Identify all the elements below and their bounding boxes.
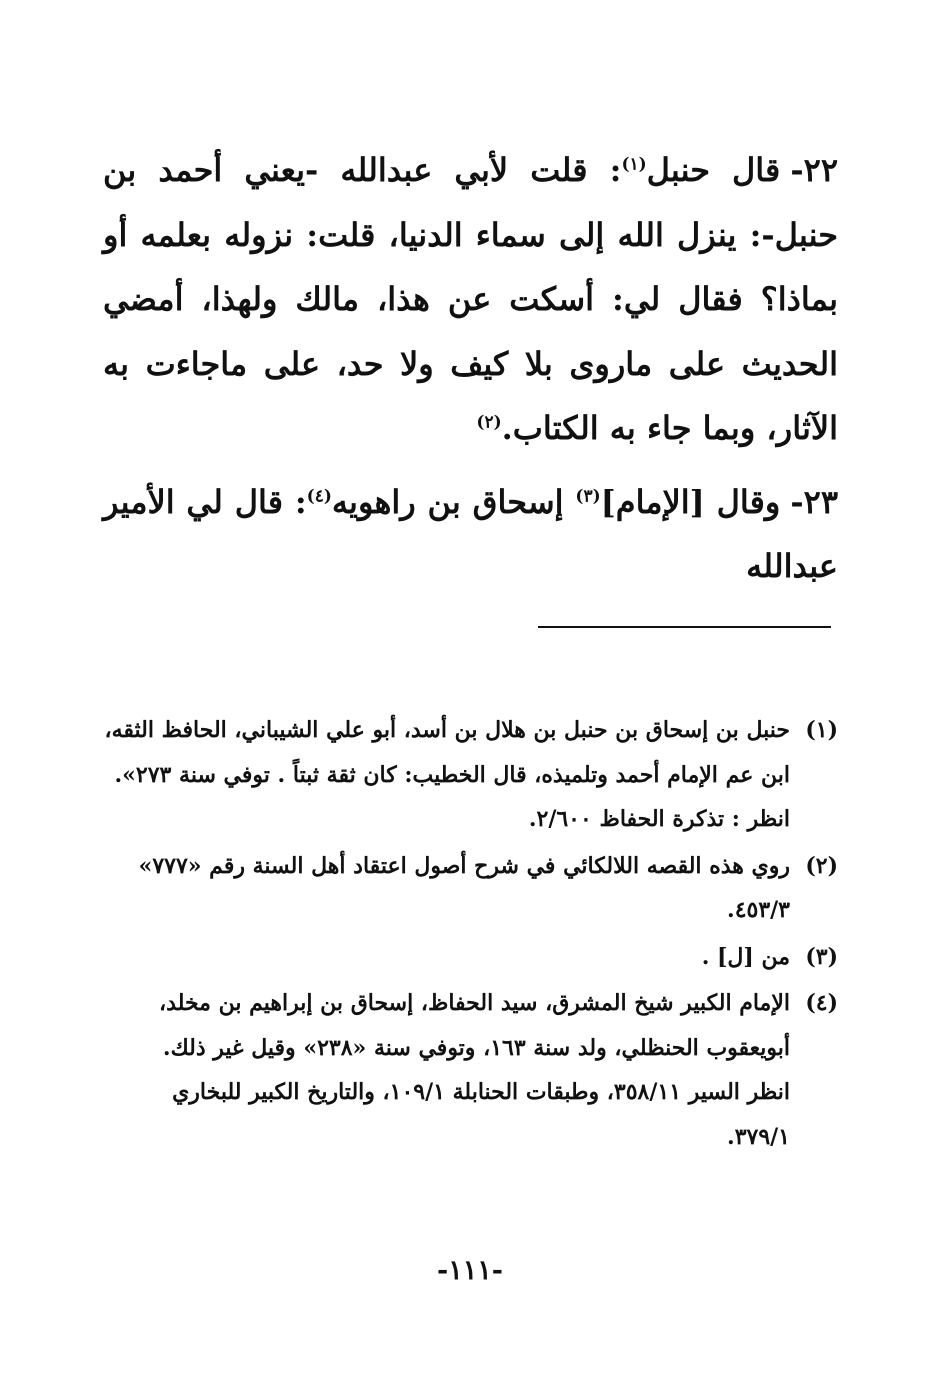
main-text bbox=[103, 138, 838, 599]
paragraph-text: قال حنبل bbox=[646, 151, 781, 189]
footnote-text: حنبل بن إسحاق بن حنبل بن هلال بن أسد، أبو علي الشيباني، الحافظ الثقه، ابن عم الإمام أحمد وتلميذه، قال الخطيب: كان ثقة ثبتاً . توفي سنة ٢٧٣». bbox=[104, 717, 790, 788]
paragraph-23 bbox=[103, 470, 838, 599]
footnote-text: روي هذه القصه اللالكائي في شرح أصول اعتقاد أهل السنة رقم «٧٧٧» ٤٥٣/٣. bbox=[138, 852, 790, 923]
paragraph-number: ٢٣- bbox=[790, 482, 839, 521]
footnotes bbox=[103, 708, 838, 1161]
footnote-2 bbox=[103, 844, 838, 933]
paragraph-22 bbox=[103, 138, 838, 461]
paragraph-text: : قال لي الأمير عبدالله bbox=[103, 482, 838, 585]
footnote-ref: (٤) bbox=[306, 485, 332, 506]
footnote-number: (١) bbox=[805, 717, 838, 743]
footnote-ref: (٣) bbox=[575, 485, 601, 506]
footnote-number: (٣) bbox=[805, 943, 838, 970]
footnote-text: من [ل] . bbox=[701, 943, 790, 970]
footnote-number: (٤) bbox=[805, 990, 838, 1016]
paragraph-text: وقال [الإمام] bbox=[600, 482, 781, 521]
page-number: -١١١- bbox=[437, 1255, 503, 1286]
footnote-3 bbox=[103, 935, 838, 980]
footnote-4 bbox=[103, 981, 838, 1159]
paragraph-number: ٢٢- bbox=[790, 151, 839, 189]
paragraph-text: إسحاق بن راهويه bbox=[331, 482, 576, 521]
footnote-1 bbox=[103, 708, 838, 842]
footnote-text: انظر : تذكرة الحفاظ ٢/٦٠٠. bbox=[528, 806, 790, 832]
footnote-separator bbox=[538, 626, 831, 628]
paragraph-text: : قلت لأبي عبدالله -يعني أحمد بن حنبل-: ينزل الله إلى سماء الدنيا، قلت: نزوله بعلمه أو بماذا؟ فقال لي: أسكت عن هذا، مالك ولهذا، أمضي الحديث على ماروى بلا كيف ولا حد، على ماجاءت به الآثار، وبما جاء به الكتاب. bbox=[103, 151, 838, 447]
footnote-text: انظر السير ٣٥٨/١١، وطبقات الحنابلة ١٠٩/١، والتاريخ الكبير للبخاري ٣٧٩/١. bbox=[172, 1079, 790, 1150]
footnote-text: الإمام الكبير شيخ المشرق، سيد الحفاظ، إسحاق بن إبراهيم بن مخلد، أبويعقوب الحنظلي، ولد سنة ١٦٣، وتوفي سنة «٢٣٨» وقيل غير ذلك. bbox=[159, 990, 790, 1061]
footnote-number: (٢) bbox=[805, 852, 838, 879]
footnote-ref: (٢) bbox=[476, 412, 502, 433]
footnote-ref: (١) bbox=[621, 154, 647, 175]
